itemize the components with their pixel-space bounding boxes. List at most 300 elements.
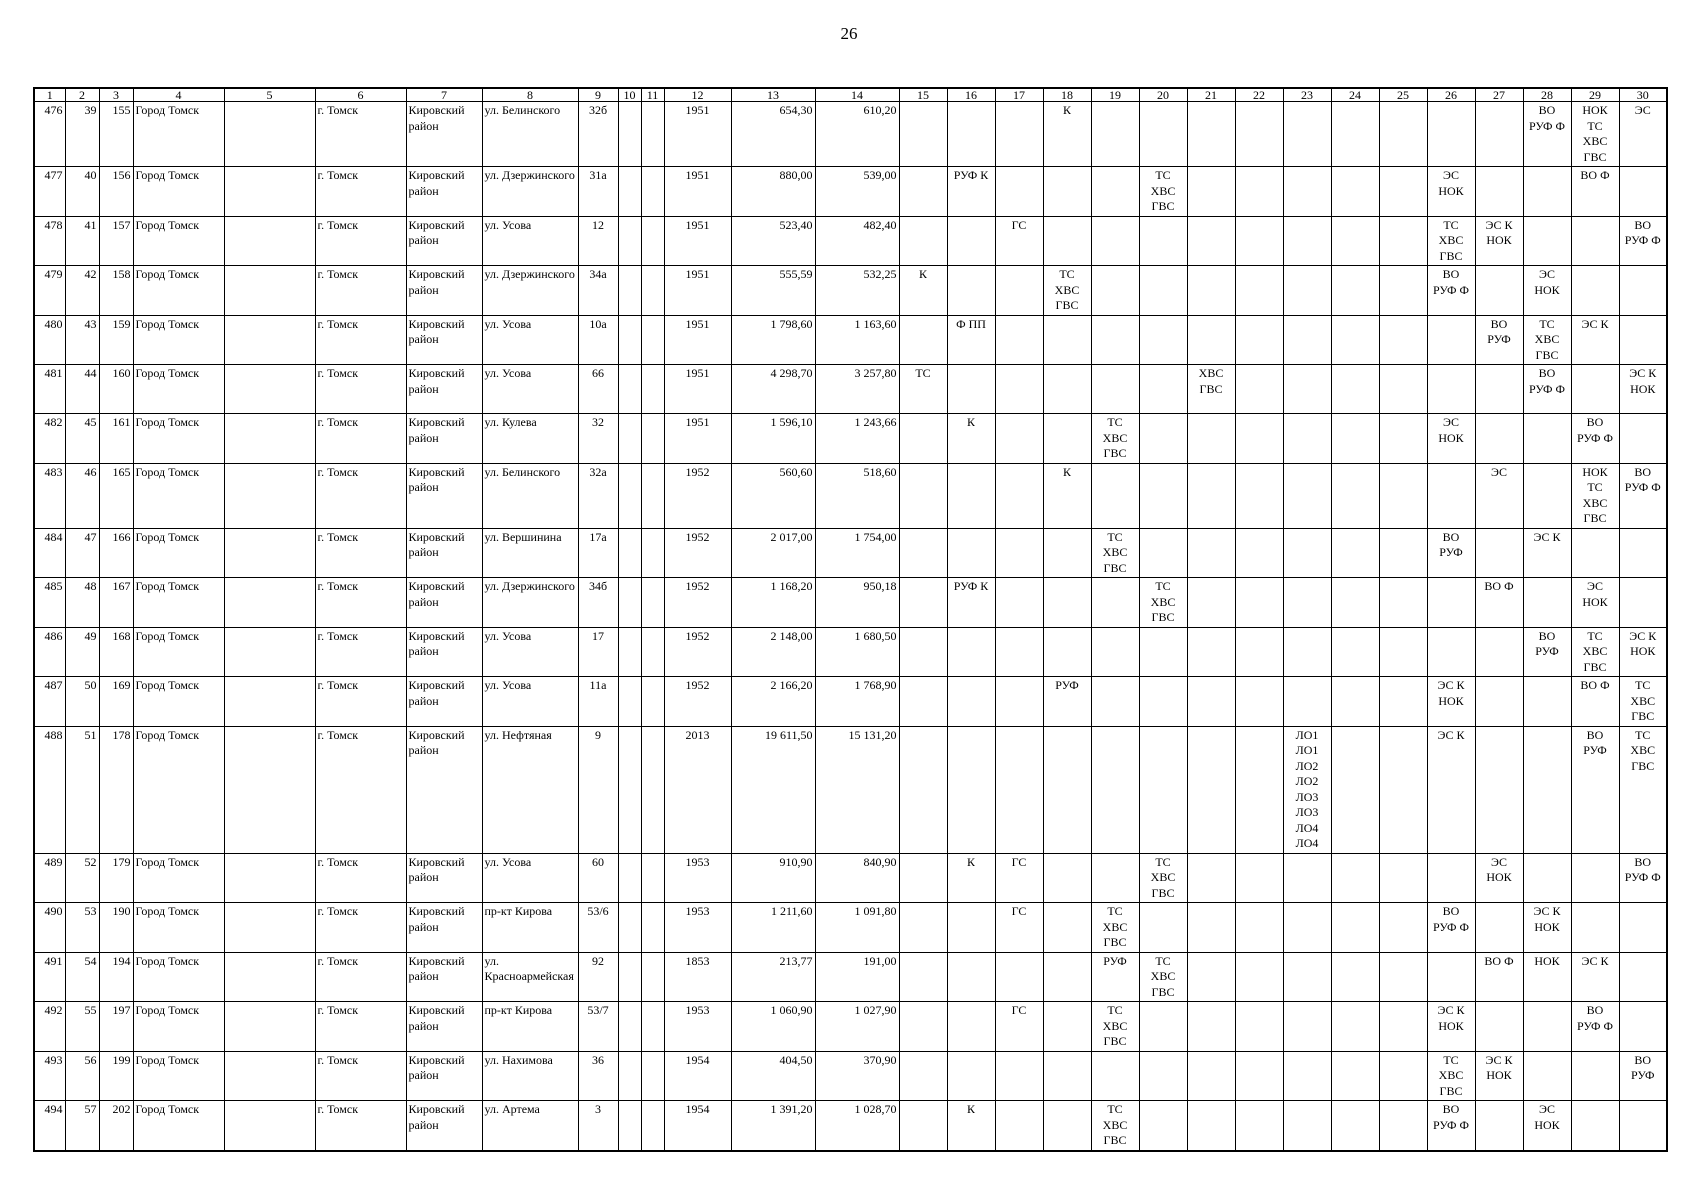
cell-col-24: [1331, 365, 1379, 414]
cell-col-30: [1619, 952, 1667, 1002]
cell-col-10: [618, 677, 641, 727]
cell-col-4: Город Томск: [133, 216, 224, 266]
cell-col-23: [1283, 903, 1331, 953]
cell-col-25: [1379, 952, 1427, 1002]
cell-col-29: ЭС К: [1571, 952, 1619, 1002]
cell-col-3: 165: [99, 463, 133, 528]
cell-col-4: Город Томск: [133, 167, 224, 217]
cell-col-4: Город Томск: [133, 102, 224, 167]
cell-col-6: г. Томск: [315, 952, 406, 1002]
cell-col-11: [641, 1101, 664, 1151]
cell-col-5: [224, 952, 315, 1002]
cell-col-13: 2 017,00: [731, 528, 815, 578]
cell-col-26: [1427, 365, 1475, 414]
cell-col-28: [1523, 1051, 1571, 1101]
cell-col-9: 9: [578, 726, 618, 853]
cell-col-7: Кировский район: [406, 414, 482, 464]
cell-col-12: 1952: [664, 528, 731, 578]
cell-col-13: 1 168,20: [731, 578, 815, 628]
cell-col-22: [1235, 1002, 1283, 1052]
table-row: [34, 1051, 1667, 1101]
cell-col-23: [1283, 528, 1331, 578]
cell-col-25: [1379, 216, 1427, 266]
cell-col-30: [1619, 903, 1667, 953]
cell-col-23: [1283, 1101, 1331, 1151]
cell-col-14: 539,00: [815, 167, 899, 217]
cell-col-10: [618, 315, 641, 365]
cell-col-7: Кировский район: [406, 528, 482, 578]
cell-col-10: [618, 1002, 641, 1052]
table-row: [34, 677, 1667, 727]
cell-col-12: 1853: [664, 952, 731, 1002]
cell-col-19: [1091, 677, 1139, 727]
cell-col-29: ВО РУФ Ф: [1571, 414, 1619, 464]
cell-col-16: [947, 1051, 995, 1101]
column-header-6: 6: [315, 88, 406, 102]
cell-col-12: 1951: [664, 414, 731, 464]
cell-col-22: [1235, 677, 1283, 727]
cell-col-8: пр-кт Кирова: [482, 1002, 578, 1052]
cell-col-14: 482,40: [815, 216, 899, 266]
cell-col-7: Кировский район: [406, 315, 482, 365]
column-header-12: 12: [664, 88, 731, 102]
cell-col-23: [1283, 365, 1331, 414]
cell-col-10: [618, 266, 641, 316]
cell-col-14: 1 091,80: [815, 903, 899, 953]
cell-col-30: [1619, 414, 1667, 464]
cell-col-21: [1187, 315, 1235, 365]
cell-col-25: [1379, 627, 1427, 677]
cell-col-14: 1 754,00: [815, 528, 899, 578]
cell-col-19: РУФ: [1091, 952, 1139, 1002]
column-header-24: 24: [1331, 88, 1379, 102]
cell-col-15: ТС: [899, 365, 947, 414]
cell-col-6: г. Томск: [315, 726, 406, 853]
cell-col-20: [1139, 365, 1187, 414]
cell-col-29: ТС ХВС ГВС: [1571, 627, 1619, 677]
cell-col-20: [1139, 1002, 1187, 1052]
cell-col-14: 840,90: [815, 853, 899, 903]
cell-col-7: Кировский район: [406, 463, 482, 528]
cell-col-24: [1331, 102, 1379, 167]
cell-col-28: [1523, 853, 1571, 903]
cell-col-15: [899, 315, 947, 365]
cell-col-18: [1043, 528, 1091, 578]
cell-col-16: [947, 952, 995, 1002]
cell-col-25: [1379, 1051, 1427, 1101]
cell-col-13: 523,40: [731, 216, 815, 266]
cell-col-1: 478: [34, 216, 65, 266]
cell-col-10: [618, 365, 641, 414]
cell-col-24: [1331, 1002, 1379, 1052]
cell-col-2: 53: [65, 903, 99, 953]
cell-col-9: 32а: [578, 463, 618, 528]
cell-col-30: [1619, 266, 1667, 316]
cell-col-14: 1 027,90: [815, 1002, 899, 1052]
cell-col-2: 39: [65, 102, 99, 167]
cell-col-25: [1379, 903, 1427, 953]
cell-col-14: 191,00: [815, 952, 899, 1002]
cell-col-30: [1619, 167, 1667, 217]
cell-col-24: [1331, 726, 1379, 853]
cell-col-22: [1235, 1101, 1283, 1151]
header-row: [34, 88, 1667, 102]
cell-col-5: [224, 414, 315, 464]
column-header-14: 14: [815, 88, 899, 102]
cell-col-11: [641, 414, 664, 464]
cell-col-21: [1187, 903, 1235, 953]
cell-col-17: [995, 677, 1043, 727]
cell-col-12: 1951: [664, 102, 731, 167]
cell-col-27: ЭС: [1475, 463, 1523, 528]
cell-col-26: ВО РУФ Ф: [1427, 266, 1475, 316]
cell-col-9: 34а: [578, 266, 618, 316]
cell-col-29: ВО Ф: [1571, 167, 1619, 217]
cell-col-18: [1043, 853, 1091, 903]
cell-col-22: [1235, 102, 1283, 167]
cell-col-16: [947, 463, 995, 528]
cell-col-27: [1475, 414, 1523, 464]
column-header-9: 9: [578, 88, 618, 102]
cell-col-7: Кировский район: [406, 627, 482, 677]
cell-col-25: [1379, 726, 1427, 853]
table-row: [34, 365, 1667, 414]
cell-col-20: [1139, 463, 1187, 528]
cell-col-24: [1331, 677, 1379, 727]
cell-col-24: [1331, 952, 1379, 1002]
cell-col-10: [618, 578, 641, 628]
cell-col-2: 48: [65, 578, 99, 628]
cell-col-3: 168: [99, 627, 133, 677]
cell-col-2: 45: [65, 414, 99, 464]
cell-col-2: 44: [65, 365, 99, 414]
cell-col-28: ЭС НОК: [1523, 266, 1571, 316]
cell-col-26: ЭС НОК: [1427, 414, 1475, 464]
cell-col-29: ВО Ф: [1571, 677, 1619, 727]
cell-col-8: ул. Дзержинского: [482, 266, 578, 316]
cell-col-2: 50: [65, 677, 99, 727]
cell-col-2: 40: [65, 167, 99, 217]
cell-col-30: ВО РУФ Ф: [1619, 853, 1667, 903]
cell-col-19: [1091, 102, 1139, 167]
cell-col-29: ЭС НОК: [1571, 578, 1619, 628]
cell-col-23: [1283, 414, 1331, 464]
cell-col-22: [1235, 167, 1283, 217]
cell-col-19: [1091, 726, 1139, 853]
registry-table: [33, 87, 1668, 1152]
cell-col-3: 159: [99, 315, 133, 365]
cell-col-1: 486: [34, 627, 65, 677]
cell-col-10: [618, 627, 641, 677]
cell-col-23: [1283, 266, 1331, 316]
cell-col-19: [1091, 365, 1139, 414]
cell-col-13: 1 211,60: [731, 903, 815, 953]
cell-col-29: [1571, 1051, 1619, 1101]
cell-col-4: Город Томск: [133, 952, 224, 1002]
cell-col-10: [618, 726, 641, 853]
cell-col-20: [1139, 216, 1187, 266]
column-header-25: 25: [1379, 88, 1427, 102]
cell-col-6: г. Томск: [315, 1101, 406, 1151]
cell-col-30: [1619, 1002, 1667, 1052]
cell-col-25: [1379, 578, 1427, 628]
cell-col-5: [224, 315, 315, 365]
cell-col-11: [641, 677, 664, 727]
cell-col-8: ул. Усова: [482, 853, 578, 903]
cell-col-20: [1139, 414, 1187, 464]
cell-col-29: [1571, 365, 1619, 414]
column-header-30: 30: [1619, 88, 1667, 102]
cell-col-8: ул. Усова: [482, 677, 578, 727]
cell-col-29: [1571, 216, 1619, 266]
cell-col-22: [1235, 952, 1283, 1002]
cell-col-22: [1235, 463, 1283, 528]
page-number: 26: [840, 24, 858, 43]
cell-col-4: Город Томск: [133, 315, 224, 365]
cell-col-24: [1331, 627, 1379, 677]
cell-col-24: [1331, 1051, 1379, 1101]
cell-col-26: [1427, 102, 1475, 167]
cell-col-22: [1235, 315, 1283, 365]
cell-col-5: [224, 1002, 315, 1052]
cell-col-30: ЭС К НОК: [1619, 365, 1667, 414]
cell-col-4: Город Томск: [133, 578, 224, 628]
cell-col-7: Кировский район: [406, 1051, 482, 1101]
cell-col-10: [618, 463, 641, 528]
cell-col-28: [1523, 463, 1571, 528]
cell-col-5: [224, 167, 315, 217]
cell-col-5: [224, 216, 315, 266]
cell-col-23: ЛО1 ЛО1 ЛО2 ЛО2 ЛО3 ЛО3 ЛО4 ЛО4: [1283, 726, 1331, 853]
cell-col-18: [1043, 414, 1091, 464]
cell-col-28: [1523, 726, 1571, 853]
cell-col-6: г. Томск: [315, 102, 406, 167]
cell-col-12: 1953: [664, 853, 731, 903]
cell-col-27: ЭС К НОК: [1475, 216, 1523, 266]
cell-col-4: Город Томск: [133, 726, 224, 853]
cell-col-27: ВО Ф: [1475, 578, 1523, 628]
cell-col-15: [899, 167, 947, 217]
cell-col-12: 1952: [664, 627, 731, 677]
cell-col-27: [1475, 726, 1523, 853]
cell-col-12: 1951: [664, 266, 731, 316]
cell-col-8: ул. Усова: [482, 365, 578, 414]
cell-col-20: [1139, 266, 1187, 316]
cell-col-21: [1187, 266, 1235, 316]
cell-col-19: [1091, 216, 1139, 266]
cell-col-27: ЭС К НОК: [1475, 1051, 1523, 1101]
cell-col-8: ул. Дзержинского: [482, 167, 578, 217]
cell-col-9: 11а: [578, 677, 618, 727]
cell-col-10: [618, 414, 641, 464]
table-row: [34, 528, 1667, 578]
cell-col-8: ул. Дзержинского: [482, 578, 578, 628]
cell-col-13: 2 166,20: [731, 677, 815, 727]
cell-col-16: [947, 528, 995, 578]
cell-col-8: ул. Нефтяная: [482, 726, 578, 853]
cell-col-1: 489: [34, 853, 65, 903]
cell-col-18: [1043, 1051, 1091, 1101]
cell-col-22: [1235, 414, 1283, 464]
column-header-22: 22: [1235, 88, 1283, 102]
cell-col-1: 491: [34, 952, 65, 1002]
cell-col-10: [618, 903, 641, 953]
cell-col-19: [1091, 578, 1139, 628]
cell-col-21: [1187, 1002, 1235, 1052]
cell-col-9: 66: [578, 365, 618, 414]
cell-col-20: ТС ХВС ГВС: [1139, 167, 1187, 217]
cell-col-5: [224, 853, 315, 903]
cell-col-10: [618, 528, 641, 578]
cell-col-30: [1619, 315, 1667, 365]
cell-col-13: 555,59: [731, 266, 815, 316]
cell-col-3: 197: [99, 1002, 133, 1052]
cell-col-25: [1379, 266, 1427, 316]
cell-col-24: [1331, 266, 1379, 316]
cell-col-25: [1379, 167, 1427, 217]
cell-col-11: [641, 903, 664, 953]
cell-col-9: 34б: [578, 578, 618, 628]
cell-col-27: ВО Ф: [1475, 952, 1523, 1002]
cell-col-7: Кировский район: [406, 1002, 482, 1052]
cell-col-22: [1235, 528, 1283, 578]
cell-col-18: [1043, 216, 1091, 266]
column-header-2: 2: [65, 88, 99, 102]
cell-col-1: 488: [34, 726, 65, 853]
cell-col-14: 1 163,60: [815, 315, 899, 365]
cell-col-30: [1619, 1101, 1667, 1151]
cell-col-23: [1283, 853, 1331, 903]
column-header-19: 19: [1091, 88, 1139, 102]
cell-col-16: [947, 903, 995, 953]
cell-col-27: [1475, 627, 1523, 677]
cell-col-23: [1283, 463, 1331, 528]
cell-col-12: 1951: [664, 365, 731, 414]
cell-col-8: ул. Белинского: [482, 102, 578, 167]
cell-col-19: ТС ХВС ГВС: [1091, 903, 1139, 953]
table-row: [34, 102, 1667, 167]
cell-col-29: ВО РУФ: [1571, 726, 1619, 853]
cell-col-18: [1043, 952, 1091, 1002]
cell-col-28: ЭС НОК: [1523, 1101, 1571, 1151]
cell-col-21: [1187, 1051, 1235, 1101]
cell-col-3: 158: [99, 266, 133, 316]
cell-col-11: [641, 266, 664, 316]
cell-col-20: [1139, 903, 1187, 953]
cell-col-1: 476: [34, 102, 65, 167]
cell-col-19: [1091, 167, 1139, 217]
cell-col-10: [618, 1101, 641, 1151]
column-header-3: 3: [99, 88, 133, 102]
cell-col-22: [1235, 578, 1283, 628]
table-row: [34, 903, 1667, 953]
cell-col-3: 194: [99, 952, 133, 1002]
cell-col-29: [1571, 1101, 1619, 1151]
cell-col-8: ул. Артема: [482, 1101, 578, 1151]
cell-col-22: [1235, 903, 1283, 953]
cell-col-28: ТС ХВС ГВС: [1523, 315, 1571, 365]
cell-col-13: 19 611,50: [731, 726, 815, 853]
cell-col-4: Город Томск: [133, 1051, 224, 1101]
cell-col-24: [1331, 903, 1379, 953]
cell-col-6: г. Томск: [315, 365, 406, 414]
cell-col-15: [899, 1101, 947, 1151]
cell-col-5: [224, 903, 315, 953]
cell-col-5: [224, 578, 315, 628]
cell-col-9: 10а: [578, 315, 618, 365]
cell-col-25: [1379, 102, 1427, 167]
cell-col-4: Город Томск: [133, 365, 224, 414]
cell-col-27: [1475, 903, 1523, 953]
cell-col-6: г. Томск: [315, 1051, 406, 1101]
cell-col-1: 485: [34, 578, 65, 628]
cell-col-16: [947, 216, 995, 266]
cell-col-15: [899, 677, 947, 727]
cell-col-14: 370,90: [815, 1051, 899, 1101]
column-header-23: 23: [1283, 88, 1331, 102]
cell-col-10: [618, 167, 641, 217]
cell-col-18: [1043, 315, 1091, 365]
cell-col-22: [1235, 266, 1283, 316]
cell-col-15: [899, 1002, 947, 1052]
cell-col-2: 42: [65, 266, 99, 316]
cell-col-30: ЭС: [1619, 102, 1667, 167]
cell-col-7: Кировский район: [406, 102, 482, 167]
cell-col-8: пр-кт Кирова: [482, 903, 578, 953]
cell-col-21: [1187, 216, 1235, 266]
cell-col-16: [947, 677, 995, 727]
cell-col-14: 610,20: [815, 102, 899, 167]
cell-col-8: ул. Усова: [482, 627, 578, 677]
cell-col-3: 160: [99, 365, 133, 414]
cell-col-26: [1427, 952, 1475, 1002]
cell-col-4: Город Томск: [133, 1002, 224, 1052]
cell-col-21: [1187, 677, 1235, 727]
table-body: [34, 102, 1667, 1151]
cell-col-1: 484: [34, 528, 65, 578]
cell-col-15: [899, 1051, 947, 1101]
cell-col-5: [224, 1051, 315, 1101]
cell-col-21: [1187, 1101, 1235, 1151]
cell-col-17: [995, 726, 1043, 853]
table-row: [34, 315, 1667, 365]
cell-col-2: 54: [65, 952, 99, 1002]
cell-col-7: Кировский район: [406, 167, 482, 217]
cell-col-29: НОК ТС ХВС ГВС: [1571, 102, 1619, 167]
cell-col-25: [1379, 463, 1427, 528]
cell-col-9: 53/7: [578, 1002, 618, 1052]
column-header-4: 4: [133, 88, 224, 102]
cell-col-28: ЭС К НОК: [1523, 903, 1571, 953]
cell-col-5: [224, 627, 315, 677]
cell-col-20: [1139, 1051, 1187, 1101]
cell-col-30: [1619, 528, 1667, 578]
cell-col-23: [1283, 677, 1331, 727]
cell-col-23: [1283, 627, 1331, 677]
cell-col-13: 4 298,70: [731, 365, 815, 414]
cell-col-18: [1043, 578, 1091, 628]
cell-col-4: Город Томск: [133, 627, 224, 677]
cell-col-29: [1571, 528, 1619, 578]
cell-col-7: Кировский район: [406, 1101, 482, 1151]
cell-col-20: ТС ХВС ГВС: [1139, 952, 1187, 1002]
cell-col-19: [1091, 463, 1139, 528]
cell-col-28: ВО РУФ Ф: [1523, 102, 1571, 167]
cell-col-19: ТС ХВС ГВС: [1091, 1002, 1139, 1052]
cell-col-5: [224, 102, 315, 167]
cell-col-7: Кировский район: [406, 216, 482, 266]
cell-col-9: 92: [578, 952, 618, 1002]
